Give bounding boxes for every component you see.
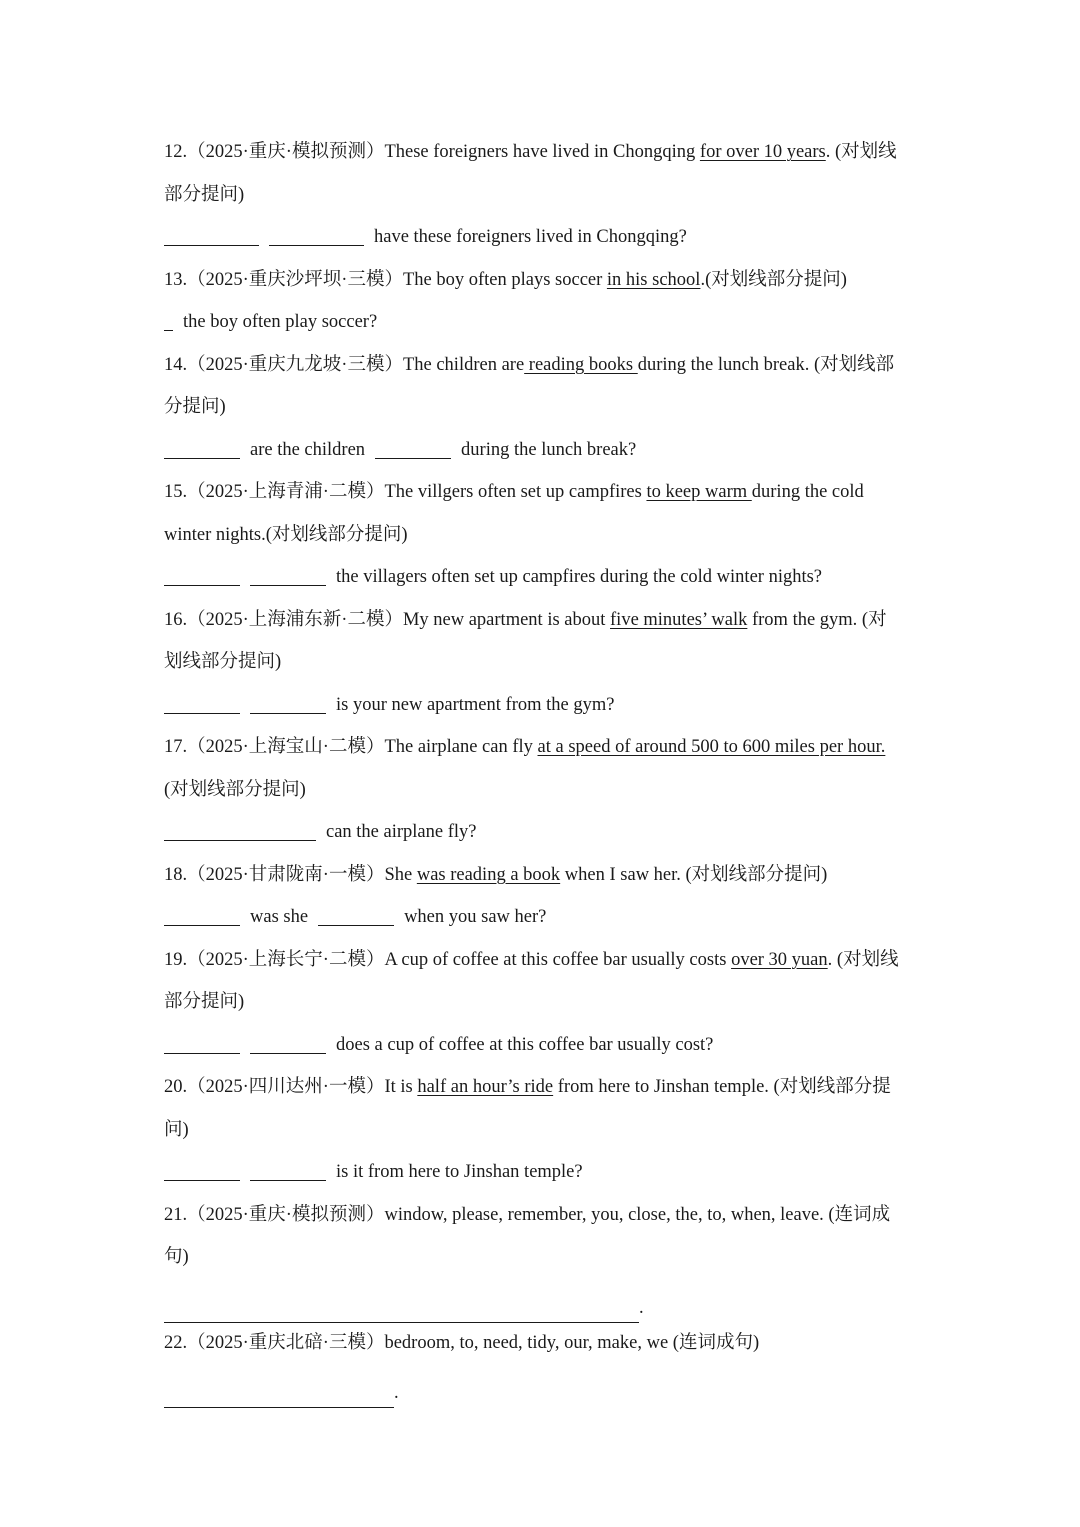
underlined-phrase: five minutes’ walk bbox=[610, 609, 748, 630]
question-18: 18.（2025·甘肃陇南·一模）She was reading a book when I saw her. (对划线部分提问) bbox=[164, 864, 828, 885]
question-14: 14.（2025·重庆九龙坡·三模）The children are reading books during the lunch break. (对划线部 bbox=[164, 354, 895, 375]
answer-13: the boy often play soccer? bbox=[164, 301, 924, 344]
answer-18: was she when you saw her? bbox=[164, 896, 924, 939]
underlined-phrase: to keep warm bbox=[646, 482, 752, 502]
underlined-phrase: for over 10 years bbox=[699, 142, 826, 162]
answer-14: are the children during the lunch break? bbox=[164, 429, 924, 472]
underlined-phrase: over 30 yuan bbox=[731, 949, 828, 970]
answer-blank[interactable] bbox=[164, 244, 259, 246]
answer-21: . bbox=[164, 1279, 924, 1322]
question-12: 12.（2025·重庆·模拟预测）These foreigners have lived in Chongqing for over 10 years. (对划线 bbox=[164, 142, 897, 162]
question-15-wrap: winter nights.(对划线部分提问) bbox=[164, 524, 408, 545]
question-15: 15.（2025·上海青浦·二模）The villgers often set up campfires to keep warm during the cold bbox=[164, 482, 864, 502]
answer-blank[interactable] bbox=[269, 244, 364, 246]
answer-blank[interactable] bbox=[250, 712, 326, 714]
underlined-phrase: in his school bbox=[606, 269, 701, 290]
answer-19: does a cup of coffee at this coffee bar usually cost? bbox=[164, 1024, 924, 1067]
question-12-wrap: 部分提问) bbox=[164, 184, 245, 205]
question-16: 16.（2025·上海浦东新·二模）My new apartment is about five minutes’ walk from the gym. (对 bbox=[164, 609, 887, 630]
answer-15: the villagers often set up campfires during the cold winter nights? bbox=[164, 556, 924, 599]
answer-22: . bbox=[164, 1364, 924, 1407]
question-21: 21.（2025·重庆·模拟预测）window, please, remember, you, close, the, to, when, leave. (连词成 bbox=[164, 1204, 891, 1225]
answer-blank[interactable] bbox=[250, 584, 326, 586]
question-21-wrap: 句) bbox=[164, 1247, 189, 1267]
answer-blank[interactable] bbox=[250, 1052, 326, 1054]
question-16-wrap: 划线部分提问) bbox=[164, 652, 282, 672]
answer-blank[interactable] bbox=[375, 457, 451, 459]
answer-blank[interactable] bbox=[164, 329, 173, 331]
question-13: 13.（2025·重庆沙坪坝·三模）The boy often plays soccer in his school.(对划线部分提问) bbox=[164, 269, 847, 290]
answer-blank[interactable] bbox=[164, 584, 240, 586]
underlined-phrase: reading books bbox=[524, 354, 638, 375]
question-17: 17.（2025·上海宝山·二模）The airplane can fly at a speed of around 500 to 600 miles per hour. bbox=[164, 737, 886, 757]
answer-blank[interactable] bbox=[164, 839, 316, 841]
question-17-wrap: (对划线部分提问) bbox=[164, 779, 306, 800]
underlined-phrase: half an hour’s ride bbox=[417, 1077, 554, 1097]
question-19: 19.（2025·上海长宁·二模）A cup of coffee at this coffee bar usually costs over 30 yuan. (对划线 bbox=[164, 949, 899, 970]
worksheet-page bbox=[164, 131, 924, 1407]
answer-blank[interactable] bbox=[164, 1052, 240, 1054]
underlined-phrase: at a speed of around 500 to 600 miles per hour. bbox=[537, 737, 886, 757]
answer-20: is it from here to Jinshan temple? bbox=[164, 1151, 924, 1194]
answer-blank[interactable] bbox=[164, 712, 240, 714]
question-22: 22.（2025·重庆北碚·三模）bedroom, to, need, tidy, our, make, we (连词成句) bbox=[164, 1332, 760, 1353]
answer-blank[interactable] bbox=[164, 924, 240, 926]
answer-blank[interactable] bbox=[164, 457, 240, 459]
answer-17: can the airplane fly? bbox=[164, 811, 924, 854]
answer-16: is your new apartment from the gym? bbox=[164, 684, 924, 727]
answer-12: have these foreigners lived in Chongqing? bbox=[164, 216, 924, 259]
answer-blank[interactable] bbox=[164, 1179, 240, 1181]
question-20-wrap: 问) bbox=[164, 1119, 189, 1140]
answer-blank[interactable] bbox=[250, 1179, 326, 1181]
answer-blank[interactable] bbox=[318, 924, 394, 926]
question-19-wrap: 部分提问) bbox=[164, 992, 245, 1012]
underlined-phrase: was reading a book bbox=[416, 864, 561, 885]
question-14-wrap: 分提问) bbox=[164, 397, 226, 417]
answer-blank[interactable] bbox=[164, 1406, 394, 1408]
question-20: 20.（2025·四川达州·一模）It is half an hour’s ride from here to Jinshan temple. (对划线部分提 bbox=[164, 1077, 891, 1097]
